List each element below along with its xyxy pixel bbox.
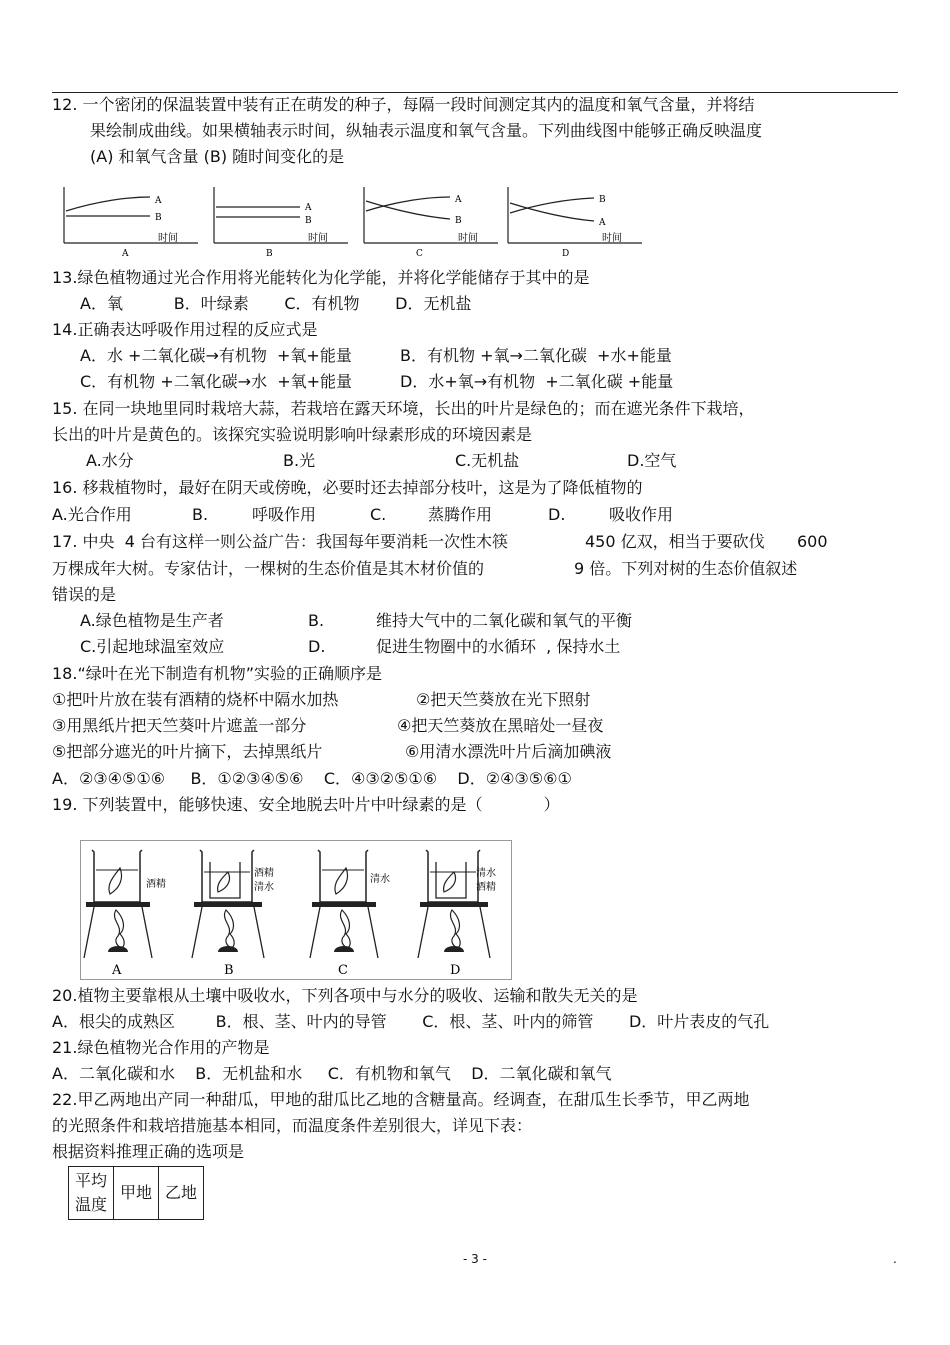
- top-rule: [52, 92, 898, 93]
- q16-option-b-text: 呼吸作用: [252, 505, 317, 524]
- q14-stem: 14.正确表达呼吸作用过程的反应式是: [52, 320, 318, 339]
- q14-option-b: B．有机物 +氧→二氧化碳 +水+能量: [400, 346, 672, 365]
- table-header-avg-temp: [69, 1167, 114, 1220]
- apparatus-d: [418, 850, 496, 978]
- q18-step6: ⑥用清水漂洗叶片后滴加碘液: [405, 742, 612, 761]
- q18-step2: ②把天竺葵放在光下照射: [416, 690, 591, 709]
- q21-options: A．二氧化碳和水 B．无机盐和水 C．有机物和氧气 D．二氧化碳和氧气: [52, 1064, 612, 1083]
- graph-c-time: 时间: [458, 233, 478, 244]
- q17-line1a: 17. 中央 4 台有这样一则公益广告：我国每年要消耗一次性木筷: [52, 532, 508, 551]
- q13-options: A．氧 B．叶绿素 C．有机物 D．无机盐: [80, 294, 472, 313]
- apparatus-d-caption: D: [450, 963, 461, 978]
- q17-line2b: 9 倍。下列对树的生态价值叙述: [574, 559, 798, 578]
- graph-a-caption: A: [122, 249, 129, 259]
- q16-option-a: A.光合作用: [52, 505, 132, 524]
- graph-d-time: 时间: [602, 233, 622, 244]
- table-header-jia: 甲地: [114, 1167, 159, 1220]
- q20-options: A．根尖的成熟区 B．根、茎、叶内的导管 C．根、茎、叶内的筛管 D．叶片表皮的气孔: [52, 1012, 770, 1031]
- apparatus-b-water: 清水: [254, 882, 274, 893]
- apparatus-d-water: 清水: [476, 868, 496, 879]
- table-header-yi: 乙地: [159, 1167, 204, 1220]
- graph-c: [364, 187, 498, 259]
- q16-option-b: B.: [192, 505, 209, 524]
- q12-line2: 果绘制成曲线。如果横轴表示时间，纵轴表示温度和氧气含量。下列曲线图中能够正确反映温度: [90, 121, 763, 140]
- q18-step4: ④把天竺葵放在黑暗处一昼夜: [397, 716, 604, 735]
- q19-stem: 19. 下列装置中，能够快速、安全地脱去叶片中叶绿素的是（ ）: [52, 795, 560, 814]
- q13-stem: 13.绿色植物通过光合作用将光能转化为化学能，并将化学能储存于其中的是: [52, 268, 590, 287]
- apparatus-d-alcohol: 酒精: [476, 882, 496, 893]
- q19-apparatus-figure: [80, 840, 512, 980]
- graph-a-label-a: A: [155, 196, 162, 206]
- apparatus-a-caption: A: [112, 963, 122, 978]
- q15-option-c: C.无机盐: [455, 451, 520, 470]
- q17-option-a: A.绿色植物是生产者: [80, 611, 224, 630]
- graph-d-caption: D: [562, 249, 570, 259]
- q16-option-c-text: 蒸腾作用: [428, 505, 493, 524]
- q15-option-b: B.光: [283, 451, 316, 470]
- q22-line2: 的光照条件和栽培措施基本相同，而温度条件差别很大，详见下表：: [52, 1116, 533, 1135]
- apparatus-c-caption: C: [338, 963, 348, 978]
- q12-curve-graphs: [58, 183, 642, 261]
- graph-c-label-b: B: [455, 216, 462, 226]
- page-number: - 3 -: [463, 1252, 487, 1266]
- q18-step5: ⑤把部分遮光的叶片摘下，去掉黑纸片: [52, 742, 323, 761]
- q22-line3: 根据资料推理正确的选项是: [52, 1142, 245, 1161]
- graph-a-label-b: B: [155, 213, 162, 223]
- curve-a: [66, 197, 150, 211]
- apparatus-b-caption: B: [224, 963, 234, 978]
- footer-dot: .: [893, 1252, 897, 1266]
- graph-d: [508, 187, 642, 259]
- apparatus-b: [192, 850, 274, 978]
- q15-option-a: A.水分: [86, 451, 134, 470]
- graph-c-caption: C: [416, 249, 423, 259]
- q18-step1: ①把叶片放在装有酒精的烧杯中隔水加热: [52, 690, 339, 709]
- q12-line3: (A) 和氧气含量 (B) 随时间变化的是: [90, 147, 345, 166]
- q16-option-d-text: 吸收作用: [609, 505, 674, 524]
- q17-line2a: 万棵成年大树。专家估计，一棵树的生态价值是其木材价值的: [52, 559, 485, 578]
- q15-option-d: D.空气: [627, 451, 677, 470]
- q16-stem: 16. 移栽植物时，最好在阴天或傍晚，必要时还去掉部分枝叶，这是为了降低植物的: [52, 478, 643, 497]
- q22-line1: 22.甲乙两地出产同一种甜瓜，甲地的甜瓜比乙地的含糖量高。经调查，在甜瓜生长季节，甲乙两地: [52, 1090, 750, 1109]
- q17-line1c: 600: [797, 532, 828, 551]
- graph-b: [214, 187, 348, 259]
- graph-b-time: 时间: [308, 233, 328, 244]
- q18-stem: 18.“绿叶在光下制造有机物”实验的正确顺序是: [52, 664, 383, 683]
- q18-step3: ③用黑纸片把天竺葵叶片遮盖一部分: [52, 716, 307, 735]
- q12-line1: 12. 一个密闭的保温装置中装有正在萌发的种子，每隔一段时间测定其内的温度和氧气含量，并将结: [52, 95, 755, 114]
- q20-stem: 20.植物主要靠根从土壤中吸收水，下列各项中与水分的吸收、运输和散失无关的是: [52, 986, 638, 1005]
- q18-options: A．②③④⑤①⑥ B．①②③④⑤⑥ C．④③②⑤①⑥ D．②④③⑤⑥①: [52, 769, 572, 788]
- graph-b-label-b: B: [305, 216, 312, 226]
- q14-option-a: A．水 +二氧化碳→有机物 +氧+能量: [80, 346, 352, 365]
- q14-option-c: C．有机物 +二氧化碳→水 +氧+能量: [80, 372, 353, 391]
- graph-a: [64, 187, 198, 259]
- apparatus-c: [310, 850, 390, 978]
- q17-option-b: B.: [308, 611, 325, 630]
- q17-option-c: C.引起地球温室效应: [80, 637, 225, 656]
- q21-stem: 21.绿色植物光合作用的产物是: [52, 1038, 270, 1057]
- graph-b-label-a: A: [305, 203, 312, 213]
- table-row: [69, 1167, 204, 1220]
- q14-option-d: D．水+氧→有机物 +二氧化碳 +能量: [400, 372, 674, 391]
- graph-c-label-a: A: [455, 195, 462, 205]
- q15-line1: 15. 在同一块地里同时栽培大蒜，若栽培在露天环境，长出的叶片是绿色的；而在遮光条件下栽培，: [52, 399, 755, 418]
- graph-b-caption: B: [266, 249, 273, 259]
- q15-line2: 长出的叶片是黄色的。该探究实验说明影响叶绿素形成的环境因素是: [52, 425, 533, 444]
- apparatus-c-water: 清水: [370, 874, 390, 885]
- apparatus-b-alcohol: 酒精: [254, 868, 274, 879]
- graph-d-label-a: A: [599, 218, 606, 228]
- q17-option-b-text: 维持大气中的二氧化碳和氧气的平衡: [376, 611, 633, 630]
- q16-option-c: C.: [370, 505, 387, 524]
- header-avg: 平均: [75, 1171, 108, 1190]
- q16-option-d: D.: [548, 505, 566, 524]
- apparatus-a-alcohol: 酒精: [146, 879, 166, 890]
- temperature-table: [68, 1166, 204, 1220]
- header-temp: 温度: [75, 1195, 108, 1214]
- graph-a-time: 时间: [158, 233, 178, 244]
- q17-option-d: D.: [308, 637, 326, 656]
- apparatus-a: [84, 850, 166, 978]
- q17-line1b: 450 亿双，相当于要砍伐: [585, 532, 765, 551]
- q17-option-d-text: 促进生物圈中的水循环 , 保持水土: [376, 637, 621, 656]
- graph-d-label-b: B: [599, 195, 606, 205]
- q17-line3: 错误的是: [52, 585, 117, 604]
